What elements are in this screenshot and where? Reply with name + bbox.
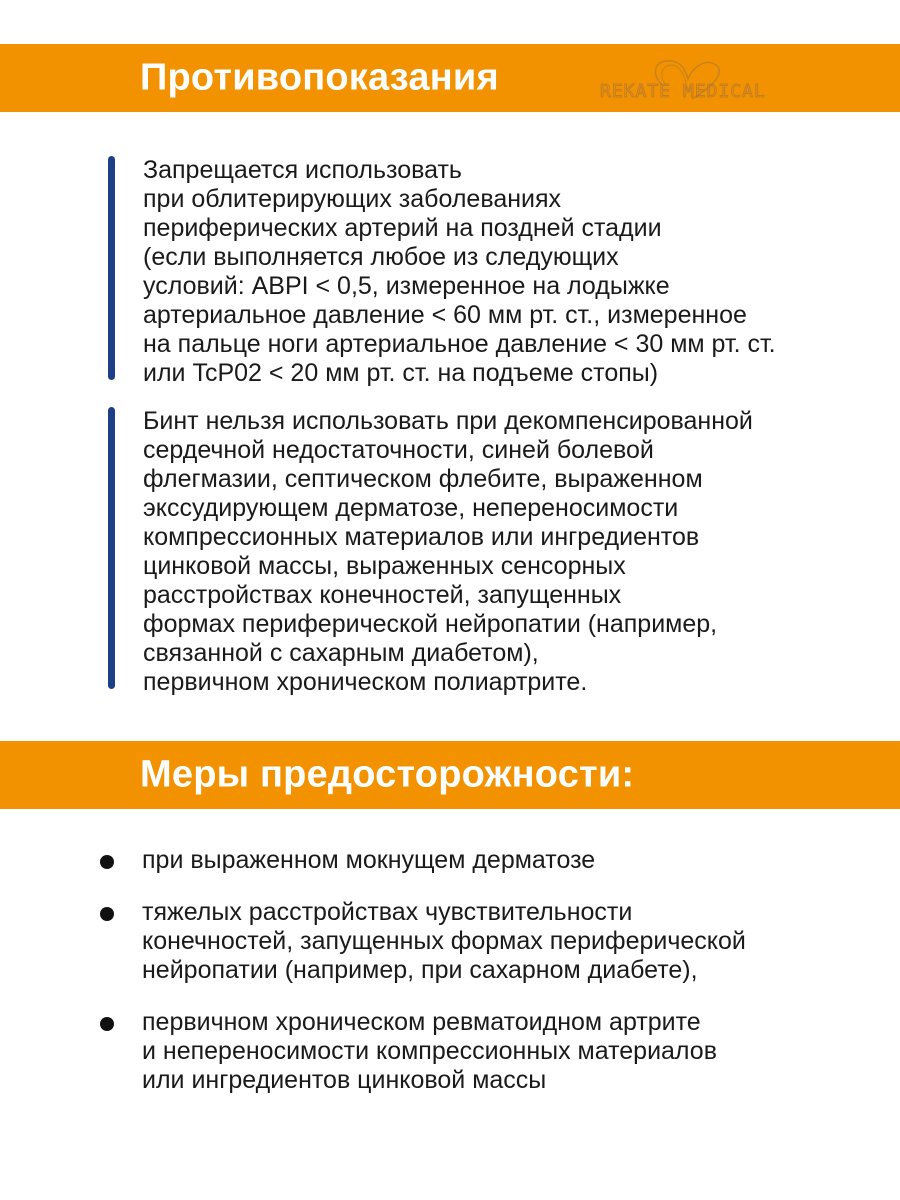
- list-item: [100, 1008, 880, 1095]
- list-item-text: тяжелых расстройствах чувствительности конечностей, запущенных формах периферической нейропатии (например, при сахарном диабете),: [142, 898, 746, 984]
- list-item-text: при выраженном мокнущем дерматозе: [142, 846, 596, 874]
- contraindication-text: Бинт нельзя использовать при декомпенсированной сердечной недостаточности, синей болевой флегмазии, септическом флебите, выраженном экссудирующем дерматозе, непереносимости компрессионных материалов или ингредиентов цинковой массы, выраженных сенсорных расстройствах конечностей, запущенных формах периферической нейропатии (например, связанной с сахарным диабетом), первичном хроническом полиартрите.: [143, 407, 753, 696]
- watermark-text: REKATE MEDICAL: [600, 81, 766, 102]
- accent-bar: [108, 156, 115, 380]
- precautions-header: [0, 741, 900, 809]
- contraindication-block: [108, 407, 868, 696]
- brand-watermark-logo: [600, 55, 790, 107]
- contraindication-block: [108, 156, 868, 387]
- bullet-dot-icon: [100, 1017, 114, 1031]
- bullet-dot-icon: [100, 855, 114, 869]
- list-item-text: первичном хроническом ревматоидном артрите и непереносимости компрессионных материалов или ингредиентов цинковой массы: [142, 1008, 717, 1094]
- bullet-dot-icon: [100, 907, 114, 921]
- precautions-title: Меры предосторожности:: [140, 753, 635, 796]
- contraindications-title: Противопоказания: [140, 56, 499, 99]
- precautions-list: [100, 846, 880, 1118]
- list-item: [100, 898, 880, 985]
- accent-bar: [108, 407, 115, 689]
- list-item: [100, 846, 880, 875]
- contraindication-text: Запрещается использовать при облитерирующих заболеваниях периферических артерий на поздней стадии (если выполняется любое из следующих условий: ABPI < 0,5, измеренное на лодыжке артериальное давление < 60 мм рт. ст., измеренное на пальце ноги артериальное давление < 30 мм рт. ст. или TcP02 < 20 мм рт. ст. на подъеме стопы): [143, 156, 776, 387]
